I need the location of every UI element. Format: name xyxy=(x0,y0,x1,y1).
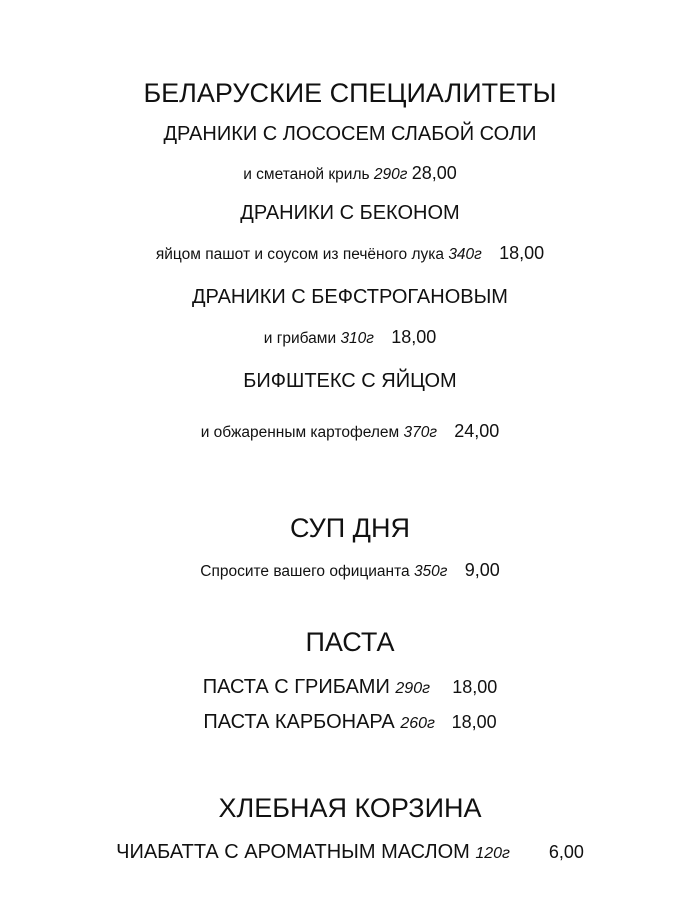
dish-weight: 120г xyxy=(475,845,510,862)
dish-price: 18,00 xyxy=(499,243,545,263)
dish-price: 24,00 xyxy=(454,421,500,441)
dish-price: 28,00 xyxy=(411,163,457,183)
section-title-soup: СУП ДНЯ xyxy=(290,513,410,543)
dish-line xyxy=(0,677,700,697)
dish-name: ПАСТА С ГРИБАМИ xyxy=(202,676,390,698)
dish-name: ПАСТА КАРБОНАРА xyxy=(203,711,395,733)
dish-weight: 290г xyxy=(373,166,408,183)
dish-desc-text: Спросите вашего официанта xyxy=(200,563,410,580)
dish-description xyxy=(0,422,700,441)
dish-line xyxy=(0,842,700,862)
dish-weight: 370г xyxy=(403,424,438,441)
dish-price: 18,00 xyxy=(391,327,437,347)
section-title-pasta: ПАСТА xyxy=(305,627,395,657)
dish-weight: 260г xyxy=(400,715,435,732)
dish-weight: 290г xyxy=(395,680,430,697)
dish-name: БИФШТЕКС С ЯЙЦОМ xyxy=(243,370,457,392)
dish-weight: 310г xyxy=(340,330,374,347)
dish-weight: 350г xyxy=(413,563,448,580)
dish-name: ДРАНИКИ С БЕФСТРОГАНОВЫМ xyxy=(192,286,508,308)
section-title-belarusian: БЕЛАРУСКИЕ СПЕЦИАЛИТЕТЫ xyxy=(143,78,557,108)
dish-line xyxy=(0,712,700,732)
dish-price: 6,00 xyxy=(548,842,584,862)
dish-desc-text: и обжаренным картофелем xyxy=(200,424,400,441)
dish-desc-text: и сметаной криль xyxy=(243,166,370,183)
dish-name: ДРАНИКИ С БЕКОНОМ xyxy=(240,202,460,224)
dish-weight: 340г xyxy=(448,246,482,263)
dish-description xyxy=(0,244,700,263)
dish-price: 9,00 xyxy=(464,560,500,580)
dish-desc-text: яйцом пашот и соусом из печёного лука xyxy=(155,246,444,263)
dish-name: ДРАНИКИ С ЛОСОСЕМ СЛАБОЙ СОЛИ xyxy=(163,123,537,145)
dish-desc-text: и грибами xyxy=(263,330,337,347)
dish-description xyxy=(0,561,700,580)
dish-price: 18,00 xyxy=(452,677,498,697)
dish-name: ЧИАБАТТА С АРОМАТНЫМ МАСЛОМ xyxy=(116,841,470,863)
section-title-bread: ХЛЕБНАЯ КОРЗИНА xyxy=(218,793,482,823)
dish-description xyxy=(0,164,700,183)
dish-description xyxy=(0,328,700,347)
dish-price: 18,00 xyxy=(451,712,497,732)
